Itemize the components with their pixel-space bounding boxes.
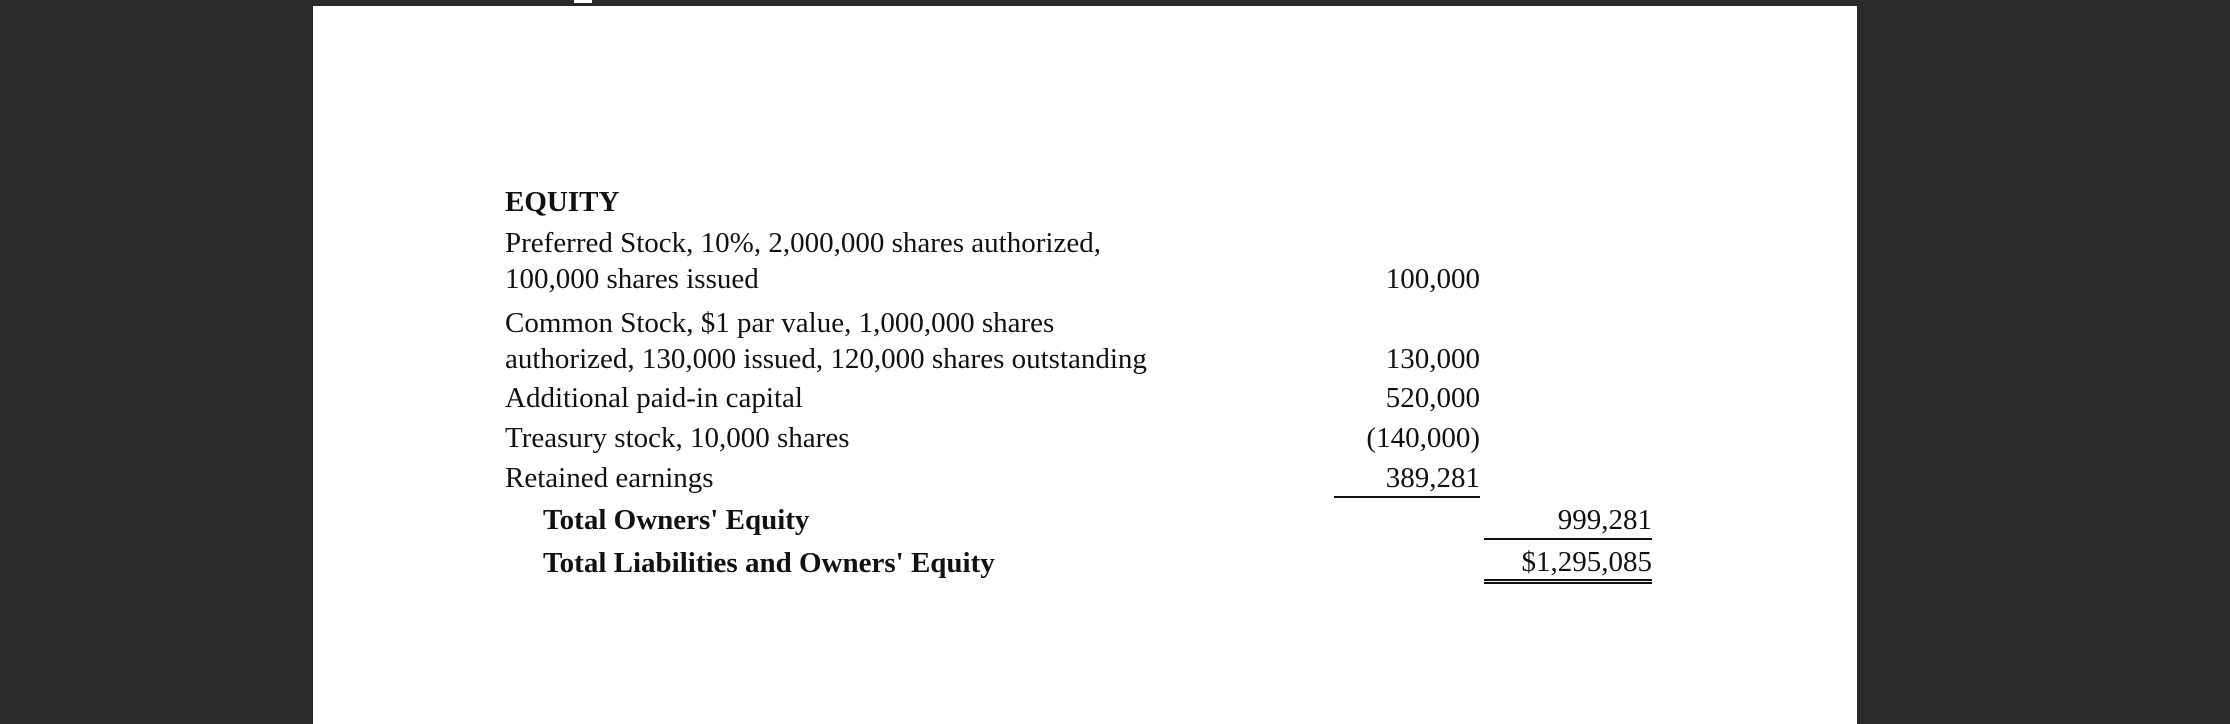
total-owners-equity-amount: 999,281 xyxy=(1484,502,1652,540)
total-owners-equity-label: Total Owners' Equity xyxy=(543,504,810,536)
retained-earnings-amount: 389,281 xyxy=(1334,460,1480,498)
preferred-stock-label-line1: Preferred Stock, 10%, 2,000,000 shares authorized, xyxy=(505,227,1101,259)
apic-label: Additional paid-in capital xyxy=(505,382,803,414)
page-top-marker xyxy=(574,0,592,3)
section-heading: EQUITY xyxy=(505,186,620,218)
common-stock-label-line2: authorized, 130,000 issued, 120,000 shares outstanding xyxy=(505,343,1147,375)
treasury-stock-amount: (140,000) xyxy=(1366,422,1480,454)
treasury-stock-label: Treasury stock, 10,000 shares xyxy=(505,422,850,454)
total-liabilities-equity-amount: $1,295,085 xyxy=(1484,545,1652,584)
apic-amount: 520,000 xyxy=(1385,382,1480,414)
total-liabilities-equity-label: Total Liabilities and Owners' Equity xyxy=(543,547,995,579)
equity-statement xyxy=(505,6,1805,724)
retained-earnings-label: Retained earnings xyxy=(505,462,714,494)
common-stock-amount: 130,000 xyxy=(1385,343,1480,375)
preferred-stock-amount: 100,000 xyxy=(1385,263,1480,295)
preferred-stock-label-line2: 100,000 shares issued xyxy=(505,263,759,295)
document-page xyxy=(313,6,1857,724)
common-stock-label-line1: Common Stock, $1 par value, 1,000,000 shares xyxy=(505,307,1055,339)
